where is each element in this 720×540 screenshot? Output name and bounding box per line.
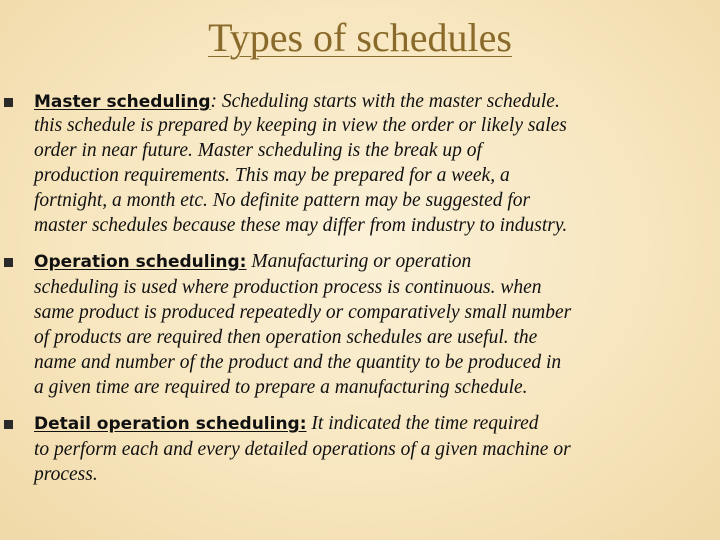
bullet-heading: Operation scheduling:: [34, 252, 247, 272]
bullet-line: [34, 90, 560, 114]
bullet-line: process.: [34, 464, 98, 485]
bullet-line: to perform each and every detailed operations of a given machine or: [34, 439, 571, 460]
bullet-line: production requirements. This may be prepared for a week, a: [34, 165, 510, 186]
bullet-line: [34, 412, 538, 436]
bullet-text: Scheduling starts with the master schedule.: [221, 91, 560, 112]
bullet-text: It indicated the time required: [311, 413, 539, 434]
bullet-line: scheduling is used where production process is continuous. when: [34, 277, 542, 298]
bullet-line: name and number of the product and the quantity to be produced in: [34, 352, 562, 373]
bullet-square-icon: [4, 420, 13, 429]
slide-title: Types of schedules: [208, 15, 512, 60]
bullet-square-icon: [4, 258, 13, 267]
bullet-square-icon: [4, 98, 13, 107]
bullet-line: [34, 250, 471, 274]
bullet-line: same product is produced repeatedly or comparatively small number: [34, 302, 572, 323]
bullet-line: a given time are required to prepare a manufacturing schedule.: [34, 377, 528, 398]
bullet-line: master schedules because these may differ from industry to industry.: [34, 215, 568, 236]
bullet-text: Manufacturing or operation: [251, 251, 472, 272]
bullet-line: of products are required then operation schedules are useful. the: [34, 327, 538, 348]
bullet-heading: Detail operation scheduling:: [34, 414, 307, 434]
bullet-line: this schedule is prepared by keeping in view the order or likely sales: [34, 115, 567, 136]
bullet-separator: :: [210, 91, 222, 112]
bullet-heading: Master scheduling: [34, 92, 211, 112]
bullet-line: order in near future. Master scheduling is the break up of: [34, 140, 482, 161]
bullet-line: fortnight, a month etc. No definite pattern may be suggested for: [34, 190, 531, 211]
